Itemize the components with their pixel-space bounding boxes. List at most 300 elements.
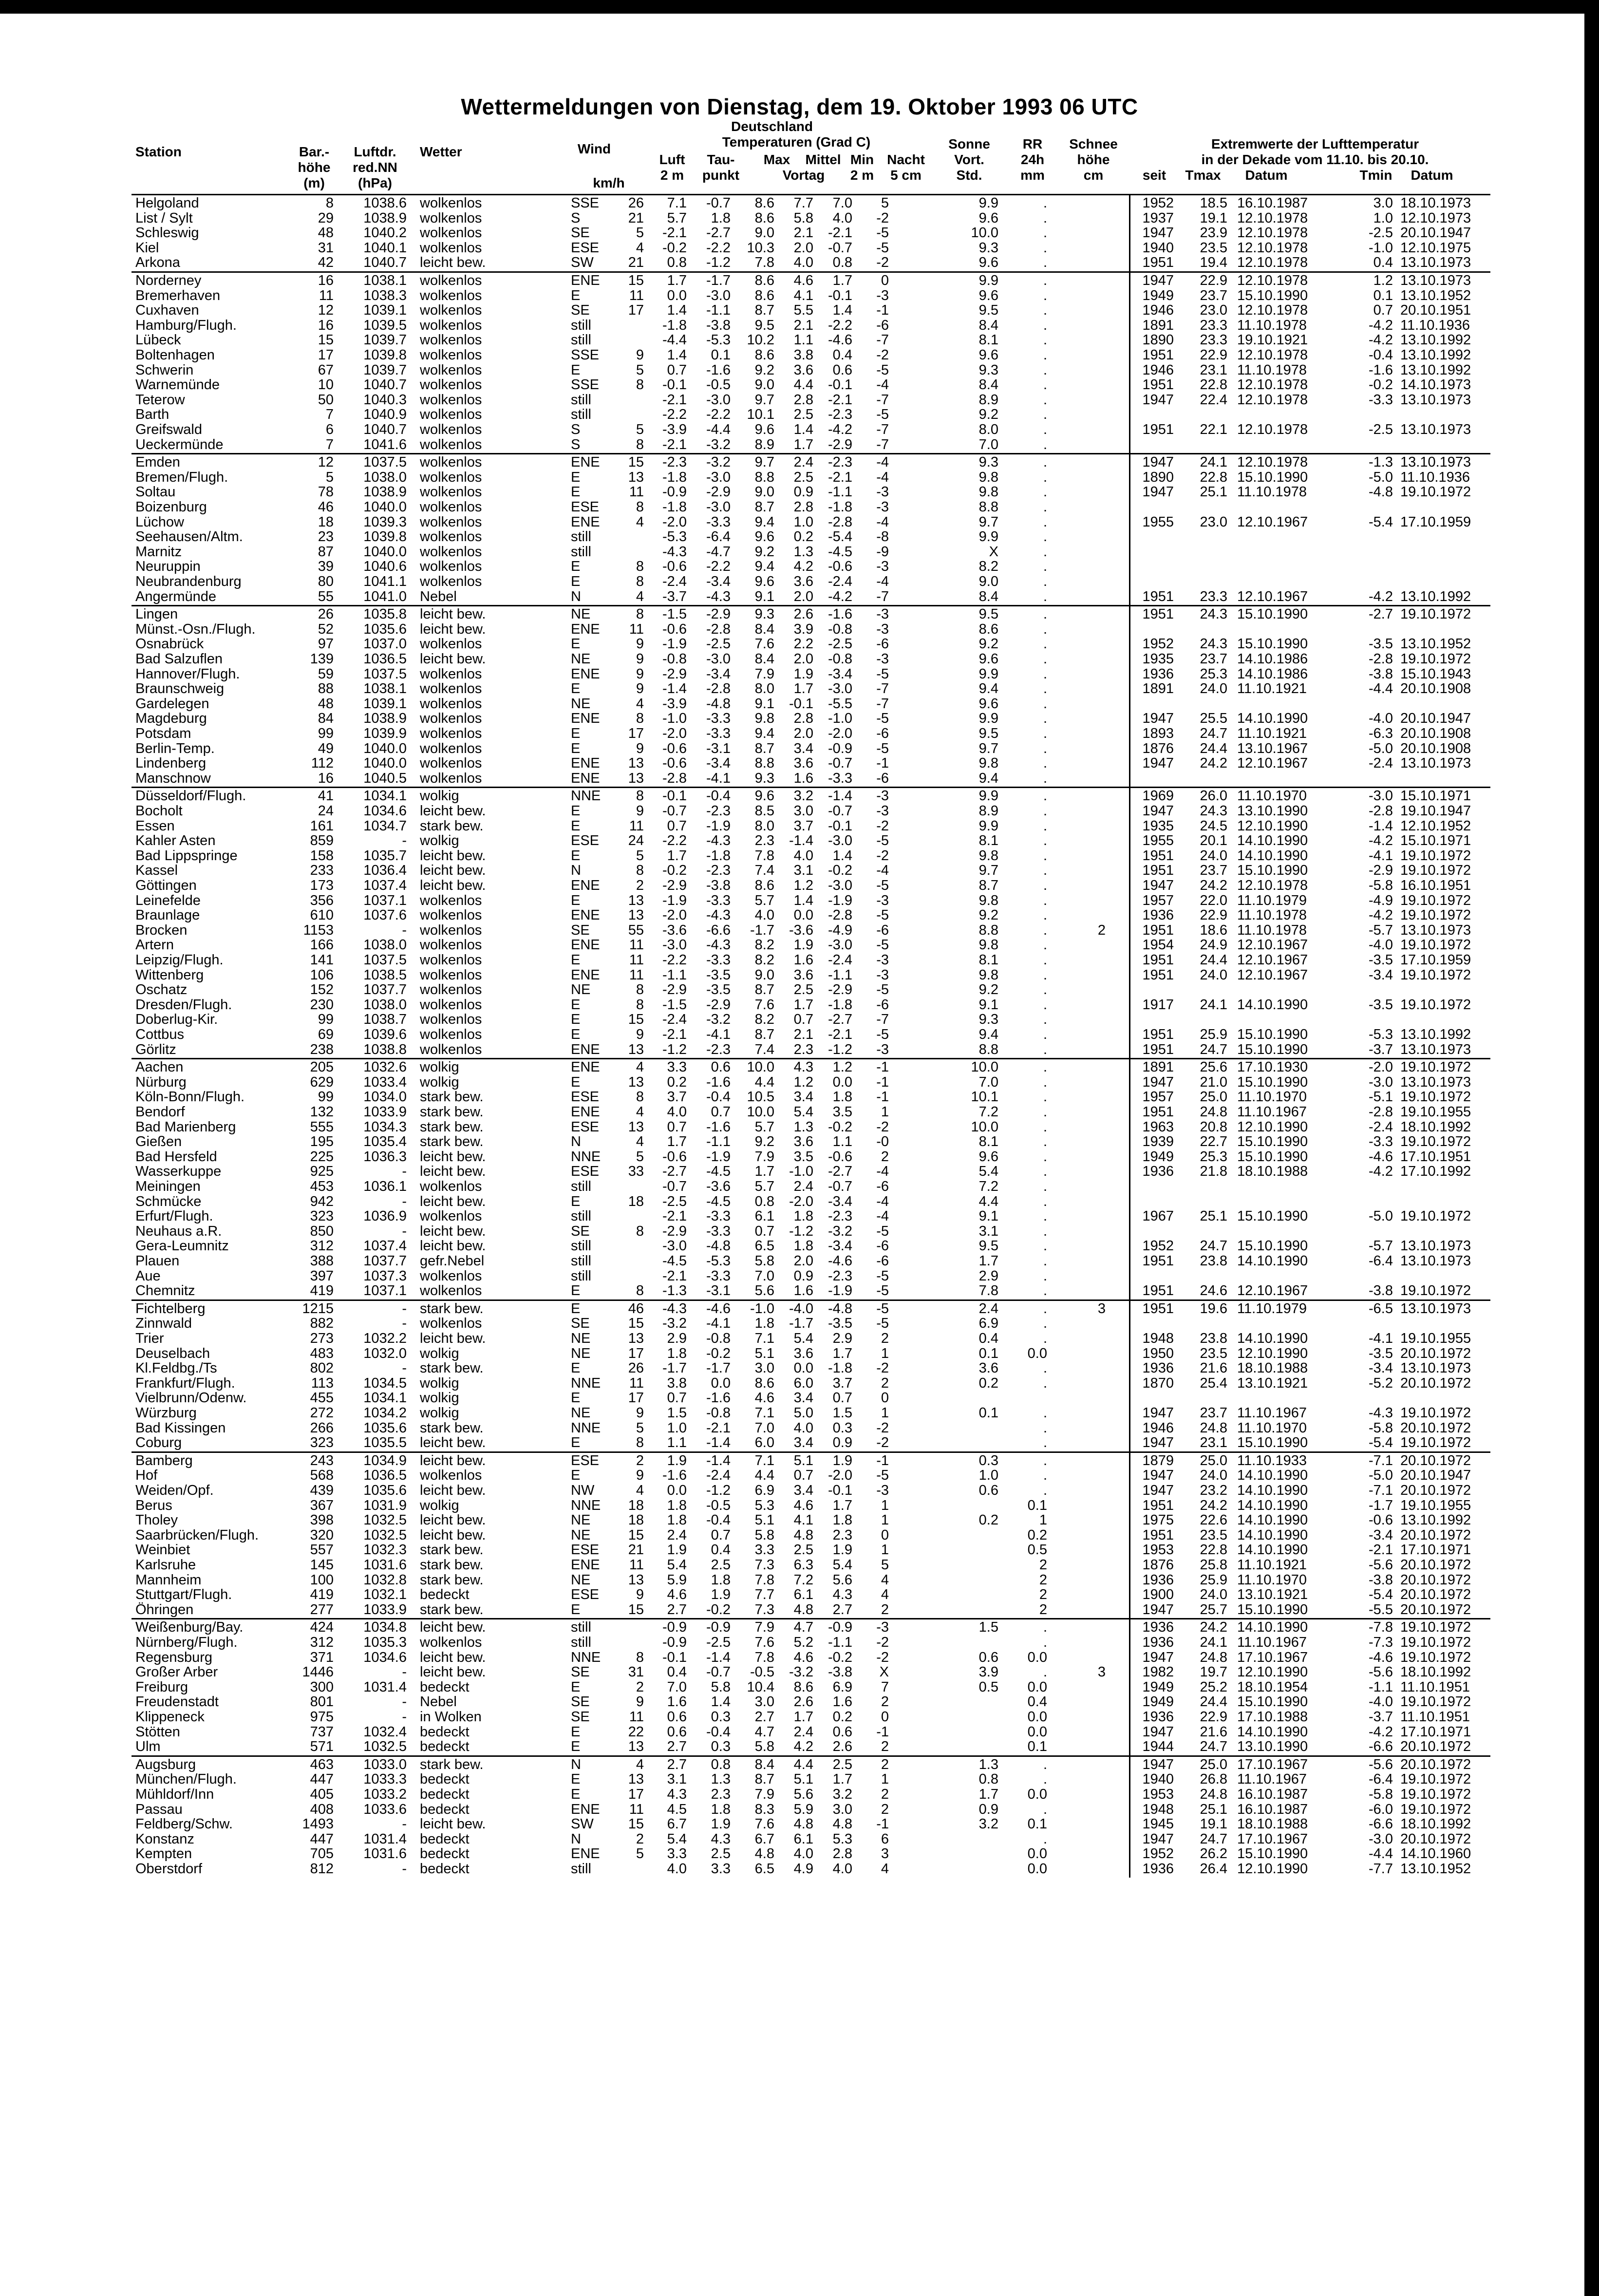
- cell-min: 1.8: [832, 1089, 852, 1105]
- cell-station: Bad Hersfeld: [135, 1148, 217, 1165]
- cell-mittel: -1.7: [789, 1316, 813, 1332]
- cell-datum-max: 11.10.1978: [1237, 362, 1307, 378]
- cell-datum-min: 19.10.1972: [1400, 1619, 1471, 1636]
- cell-wetter: wolkenlos: [420, 436, 482, 452]
- cell-mittel: 1.7: [793, 997, 813, 1013]
- cell-barhoehe: 243: [310, 1452, 334, 1468]
- cell-datum-min: 20.10.1972: [1400, 1831, 1471, 1847]
- cell-nacht: -2: [876, 847, 889, 864]
- cell-luft: -0.7: [662, 1179, 687, 1194]
- cell-datum-min: 19.10.1972: [1400, 1694, 1471, 1710]
- cell-max: 8.7: [754, 982, 774, 998]
- cell-min: -3.0: [828, 878, 852, 893]
- cell-seit: 1947: [1142, 803, 1174, 819]
- cell-luft: -1.8: [662, 469, 687, 485]
- cell-luftdruck: 1040.0: [363, 755, 407, 772]
- cell-luft: -0.1: [662, 377, 687, 393]
- cell-rr: .: [1043, 317, 1047, 333]
- cell-seit: 1949: [1142, 1679, 1174, 1695]
- cell-luft: 7.0: [667, 1679, 687, 1695]
- cell-seit: 1948: [1142, 1801, 1174, 1817]
- cell-luftdruck: 1040.7: [363, 255, 407, 271]
- cell-datum-max: 12.10.1967: [1237, 952, 1308, 968]
- cell-wind-speed: 8: [636, 559, 644, 575]
- cell-datum-max: 11.10.1921: [1237, 1557, 1307, 1573]
- cell-sonne: 9.3: [978, 362, 998, 378]
- cell-wind-speed: 2: [636, 878, 644, 893]
- cell-wetter: wolkenlos: [420, 302, 482, 319]
- cell-datum-max: 11.10.1978: [1237, 907, 1307, 923]
- cell-luft: 0.0: [667, 1483, 687, 1498]
- cell-luftdruck: 1039.6: [363, 1027, 407, 1042]
- cell-wind-dir: E: [571, 726, 581, 741]
- cell-barhoehe: 59: [318, 666, 334, 682]
- cell-barhoehe: 152: [310, 982, 334, 998]
- cell-luft: -0.1: [662, 788, 687, 804]
- cell-wind-dir: E: [571, 574, 581, 589]
- cell-rr: .: [1043, 922, 1047, 938]
- cell-min: 2.8: [832, 1846, 852, 1862]
- cell-wind-dir: E: [571, 997, 581, 1013]
- cell-rr: .: [1043, 1316, 1047, 1332]
- cell-mittel: 4.8: [793, 1601, 813, 1618]
- cell-seit: 1951: [1142, 922, 1174, 938]
- cell-datum-max: 11.10.1921: [1237, 681, 1307, 697]
- cell-sonne: 8.7: [978, 878, 998, 893]
- cell-min: 3.7: [832, 1375, 852, 1391]
- cell-nacht: 1: [881, 1345, 889, 1361]
- cell-tmin: -5.3: [1369, 1027, 1393, 1042]
- cell-sonne: 9.6: [978, 651, 998, 667]
- cell-mittel: 4.2: [793, 559, 813, 575]
- cell-wind-dir: E: [571, 1300, 581, 1317]
- cell-sonne: 9.5: [978, 1238, 998, 1254]
- cell-sonne: 8.6: [978, 621, 998, 637]
- cell-mittel: 8.6: [793, 1679, 813, 1695]
- cell-barhoehe: 80: [318, 574, 334, 589]
- cell-seit: 1947: [1142, 1831, 1174, 1847]
- cell-wind-speed: 4: [636, 240, 644, 256]
- cell-mittel: 0.7: [793, 1468, 813, 1484]
- cell-wind-dir: still: [571, 1635, 591, 1650]
- cell-wind-dir: still: [571, 332, 591, 348]
- cell-nacht: -5: [876, 407, 889, 423]
- cell-station: Lindenberg: [135, 755, 207, 772]
- cell-taupunkt: -4.4: [706, 422, 731, 437]
- cell-max: 8.6: [754, 347, 774, 363]
- cell-nacht: 5: [881, 1557, 889, 1573]
- cell-wind-speed: 9: [636, 681, 644, 697]
- cell-luft: -2.8: [662, 770, 687, 786]
- cell-sonne: 7.0: [978, 1074, 998, 1090]
- cell-nacht: 1: [881, 1771, 889, 1788]
- cell-wind-speed: 9: [636, 1694, 644, 1710]
- cell-taupunkt: -0.7: [706, 1664, 731, 1680]
- cell-mittel: 5.0: [793, 1405, 813, 1421]
- cell-datum-max: 14.10.1990: [1237, 1619, 1308, 1636]
- cell-mittel: 6.3: [793, 1557, 813, 1573]
- cell-taupunkt: -3.0: [706, 651, 731, 667]
- cell-nacht: 7: [881, 1679, 889, 1695]
- cell-station: Warnemünde: [135, 377, 220, 393]
- cell-datum-max: 11.10.1967: [1237, 1635, 1307, 1650]
- cell-wetter: wolkig: [420, 1074, 459, 1090]
- cell-luft: 4.3: [667, 1787, 687, 1802]
- cell-taupunkt: 0.4: [711, 1542, 731, 1558]
- cell-tmax: 25.2: [1200, 1679, 1227, 1695]
- cell-station: Zinnwald: [135, 1316, 192, 1332]
- cell-barhoehe: 737: [310, 1724, 334, 1740]
- cell-mittel: 1.1: [793, 332, 813, 348]
- cell-rr: .: [1043, 195, 1047, 211]
- cell-station: Vielbrunn/Odenw.: [135, 1390, 247, 1406]
- cell-mittel: -2.0: [789, 1193, 813, 1209]
- cell-max: 7.4: [754, 863, 774, 879]
- cell-min: 1.6: [832, 1694, 852, 1710]
- cell-seit: 1936: [1142, 1861, 1174, 1877]
- cell-wetter: leicht bew.: [420, 606, 486, 622]
- cell-tmin: -5.8: [1369, 878, 1393, 893]
- cell-rr: 0.2: [1027, 1527, 1047, 1543]
- cell-station: Bremen/Flugh.: [135, 469, 228, 485]
- cell-barhoehe: 975: [310, 1709, 334, 1725]
- cell-taupunkt: -1.6: [706, 362, 731, 378]
- cell-rr: .: [1043, 1375, 1047, 1391]
- cell-mittel: 0.0: [793, 1360, 813, 1376]
- cell-min: 5.3: [832, 1831, 852, 1847]
- cell-seit: 1951: [1142, 847, 1174, 864]
- cell-wetter: wolkenlos: [420, 1208, 482, 1224]
- cell-max: 9.0: [754, 377, 774, 393]
- cell-max: 10.1: [747, 407, 774, 423]
- cell-max: 5.8: [754, 1527, 774, 1543]
- cell-luftdruck: 1032.1: [363, 1587, 407, 1603]
- cell-luft: -0.7: [662, 803, 687, 819]
- cell-max: 8.7: [754, 499, 774, 515]
- cell-station: Stuttgart/Flugh.: [135, 1587, 232, 1603]
- cell-tmax: 23.3: [1200, 588, 1227, 604]
- cell-rr: 0.0: [1027, 1649, 1047, 1665]
- cell-nacht: -3: [876, 287, 889, 303]
- cell-tmax: 24.8: [1200, 1420, 1227, 1436]
- cell-station: Düsseldorf/Flugh.: [135, 788, 246, 804]
- cell-tmin: -5.4: [1369, 1587, 1393, 1603]
- cell-sonne: 9.2: [978, 907, 998, 923]
- cell-seit: 1951: [1142, 1104, 1174, 1120]
- cell-wetter: wolkenlos: [420, 1635, 482, 1650]
- cell-mittel: 5.4: [793, 1104, 813, 1120]
- cell-wetter: leicht bew.: [420, 1452, 486, 1468]
- cell-tmax: 23.5: [1200, 1345, 1227, 1361]
- cell-wind-dir: still: [571, 1253, 591, 1269]
- header-rr-2: 24h: [1020, 152, 1045, 167]
- cell-station: Bad Salzuflen: [135, 651, 223, 667]
- cell-max: 8.3: [754, 1801, 774, 1817]
- cell-luftdruck: 1034.5: [363, 1375, 407, 1391]
- cell-rr: .: [1043, 1360, 1047, 1376]
- cell-datum-max: 13.10.1921: [1237, 1375, 1308, 1391]
- cell-luft: -3.0: [662, 1238, 687, 1254]
- cell-wetter: wolkenlos: [420, 240, 482, 256]
- cell-mittel: 1.8: [793, 1208, 813, 1224]
- cell-wind-dir: NE: [571, 1527, 591, 1543]
- cell-seit: 1951: [1142, 1041, 1174, 1057]
- cell-tmin: -4.8: [1369, 484, 1393, 500]
- cell-datum-max: 11.10.1970: [1237, 1420, 1307, 1436]
- cell-luft: 0.7: [667, 818, 687, 834]
- cell-luftdruck: 1037.0: [363, 636, 407, 652]
- cell-mittel: 3.9: [793, 621, 813, 637]
- cell-max: 2.7: [754, 1709, 774, 1725]
- cell-tmax: 24.0: [1200, 847, 1227, 864]
- cell-station: Soltau: [135, 484, 176, 500]
- cell-station: List / Sylt: [135, 210, 193, 226]
- cell-seit: 1947: [1142, 1405, 1174, 1421]
- cell-tmin: -7.3: [1369, 1635, 1393, 1650]
- cell-min: 1.7: [832, 1345, 852, 1361]
- cell-wind-speed: 8: [636, 1649, 644, 1665]
- cell-datum-min: 13.10.1973: [1400, 1253, 1471, 1269]
- cell-datum-min: 13.10.1992: [1400, 362, 1471, 378]
- cell-mittel: 1.8: [793, 1238, 813, 1254]
- header-extrem-1: Extremwerte der Lufttemperatur: [1211, 136, 1419, 151]
- cell-rr: .: [1043, 1012, 1047, 1028]
- cell-seit: 1936: [1142, 1360, 1174, 1376]
- cell-wetter: wolkenlos: [420, 210, 482, 226]
- header-schnee-1: Schnee: [1069, 136, 1118, 151]
- cell-wetter: wolkenlos: [420, 559, 482, 575]
- cell-max: 10.3: [747, 240, 774, 256]
- header-luftdruck-2: red.NN: [353, 160, 397, 175]
- cell-nacht: -2: [876, 1649, 889, 1665]
- cell-min: 2.3: [832, 1527, 852, 1543]
- cell-sonne: 10.0: [971, 1119, 998, 1135]
- cell-mittel: 4.0: [793, 847, 813, 864]
- cell-station: Nürnberg/Flugh.: [135, 1635, 238, 1650]
- header-nacht-2: 5 cm: [890, 168, 922, 183]
- cell-luft: 0.6: [667, 1709, 687, 1725]
- cell-tmin: 1.2: [1373, 273, 1393, 288]
- cell-luft: -2.9: [662, 666, 687, 682]
- cell-nacht: -5: [876, 666, 889, 682]
- cell-barhoehe: 1493: [302, 1816, 334, 1832]
- cell-taupunkt: -4.7: [706, 544, 731, 560]
- cell-min: 1.5: [832, 1405, 852, 1421]
- cell-tmax: 22.9: [1200, 347, 1227, 363]
- cell-taupunkt: -1.1: [706, 1134, 731, 1150]
- cell-station: Freudenstadt: [135, 1694, 219, 1710]
- cell-min: -1.1: [828, 484, 852, 500]
- cell-tmax: 19.4: [1200, 255, 1227, 271]
- cell-datum-min: 19.10.1972: [1400, 1089, 1471, 1105]
- cell-wind-dir: N: [571, 588, 581, 604]
- cell-max: 7.9: [754, 1148, 774, 1165]
- cell-taupunkt: -0.8: [706, 1405, 731, 1421]
- cell-wetter: in Wolken: [420, 1709, 482, 1725]
- cell-luftdruck: 1040.0: [363, 544, 407, 560]
- cell-seit: 1891: [1142, 1059, 1174, 1075]
- cell-mittel: 5.9: [793, 1801, 813, 1817]
- cell-rr: 0.0: [1027, 1679, 1047, 1695]
- cell-tmin: -3.3: [1369, 392, 1393, 408]
- cell-datum-max: 16.10.1987: [1237, 1801, 1308, 1817]
- cell-wetter: leicht bew.: [420, 1527, 486, 1543]
- cell-luftdruck: 1032.8: [363, 1572, 407, 1588]
- cell-station: Braunlage: [135, 907, 200, 923]
- cell-rr: .: [1043, 1223, 1047, 1239]
- cell-wind-dir: ENE: [571, 967, 600, 983]
- cell-max: 5.6: [754, 1283, 774, 1299]
- cell-max: 8.4: [754, 1756, 774, 1772]
- cell-luftdruck: 1036.3: [363, 1148, 407, 1165]
- cell-barhoehe: 610: [310, 907, 334, 923]
- cell-taupunkt: -2.9: [706, 606, 731, 622]
- cell-max: -1.0: [750, 1300, 774, 1317]
- cell-wetter: stark bew.: [420, 1557, 484, 1573]
- cell-barhoehe: 145: [310, 1557, 334, 1573]
- cell-mittel: 2.0: [793, 726, 813, 741]
- cell-datum-max: 12.10.1978: [1237, 392, 1308, 408]
- cell-datum-min: 19.10.1972: [1400, 847, 1471, 864]
- cell-datum-max: 12.10.1978: [1237, 377, 1308, 393]
- cell-rr: 0.1: [1027, 1739, 1047, 1755]
- cell-luft: 1.5: [667, 1405, 687, 1421]
- cell-tmin: 0.7: [1373, 302, 1393, 319]
- cell-min: -1.9: [828, 892, 852, 908]
- cell-tmin: -3.0: [1369, 788, 1393, 804]
- cell-seit: 1900: [1142, 1587, 1174, 1603]
- cell-wind-dir: ESE: [571, 499, 600, 515]
- header-luft-2: 2 m: [660, 168, 684, 183]
- cell-nacht: 0: [881, 1527, 889, 1543]
- cell-max: 10.0: [747, 1104, 774, 1120]
- cell-barhoehe: 453: [310, 1179, 334, 1194]
- cell-mittel: 7.7: [793, 195, 813, 211]
- cell-station: Leipzig/Flugh.: [135, 952, 224, 968]
- cell-max: 2.3: [754, 833, 774, 849]
- cell-tmin: -5.8: [1369, 1787, 1393, 1802]
- cell-datum-max: 12.10.1978: [1237, 302, 1308, 319]
- cell-nacht: X: [879, 1664, 889, 1680]
- cell-luft: -2.2: [662, 833, 687, 849]
- cell-luft: -2.1: [662, 225, 687, 241]
- cell-station: Gera-Leumnitz: [135, 1238, 229, 1254]
- cell-barhoehe: 568: [310, 1468, 334, 1484]
- cell-rr: .: [1043, 651, 1047, 667]
- cell-taupunkt: -2.7: [706, 225, 731, 241]
- cell-wind-dir: ESE: [571, 240, 600, 256]
- cell-min: -2.1: [828, 1027, 852, 1042]
- header-tau-1: Tau-: [707, 152, 735, 167]
- cell-nacht: -2: [876, 1420, 889, 1436]
- cell-datum-min: 13.10.1992: [1400, 588, 1471, 604]
- cell-wind-dir: SSE: [571, 377, 600, 393]
- cell-tmin: -5.4: [1369, 514, 1393, 530]
- cell-luftdruck: 1037.1: [363, 1283, 407, 1299]
- cell-luftdruck: 1038.0: [363, 469, 407, 485]
- cell-taupunkt: -2.3: [706, 863, 731, 879]
- cell-wind-dir: still: [571, 1208, 591, 1224]
- cell-datum-min: 13.10.1973: [1400, 273, 1471, 288]
- cell-tmin: -6.6: [1369, 1816, 1393, 1832]
- cell-datum-min: 12.10.1952: [1400, 818, 1471, 834]
- cell-seit: 1952: [1142, 1846, 1174, 1862]
- cell-min: -2.8: [828, 514, 852, 530]
- cell-sonne: 1.7: [978, 1253, 998, 1269]
- cell-tmin: -1.6: [1369, 362, 1393, 378]
- cell-sonne: 7.2: [978, 1104, 998, 1120]
- cell-wetter: wolkenlos: [420, 982, 482, 998]
- cell-station: Marnitz: [135, 544, 182, 560]
- cell-datum-max: 15.10.1990: [1237, 1435, 1308, 1451]
- cell-sonne: 1.7: [978, 1787, 998, 1802]
- cell-wind-speed: 11: [629, 937, 644, 953]
- cell-datum-max: 17.10.1967: [1237, 1756, 1308, 1772]
- cell-wetter: stark bew.: [420, 1300, 484, 1317]
- cell-tmax: 25.3: [1200, 666, 1227, 682]
- cell-datum-max: 15.10.1990: [1237, 1027, 1308, 1042]
- cell-datum-max: 12.10.1978: [1237, 347, 1308, 363]
- cell-datum-min: 17.10.1951: [1400, 1148, 1471, 1165]
- cell-datum-min: 12.10.1973: [1400, 210, 1471, 226]
- cell-mittel: 6.1: [793, 1831, 813, 1847]
- cell-wind-dir: ENE: [571, 666, 600, 682]
- cell-tmin: -1.0: [1369, 240, 1393, 256]
- cell-wetter: stark bew.: [420, 1119, 484, 1135]
- cell-nacht: -1: [876, 1452, 889, 1468]
- cell-nacht: -5: [876, 878, 889, 893]
- cell-nacht: -4: [876, 469, 889, 485]
- cell-luft: 3.1: [667, 1771, 687, 1788]
- cell-barhoehe: 52: [318, 621, 334, 637]
- cell-rr: .: [1043, 436, 1047, 452]
- cell-datum-max: 15.10.1990: [1237, 287, 1308, 303]
- cell-wind-dir: still: [571, 529, 591, 545]
- cell-sonne: 9.8: [978, 755, 998, 772]
- cell-taupunkt: 1.4: [711, 1694, 731, 1710]
- cell-rr: .: [1043, 878, 1047, 893]
- cell-wind-dir: S: [571, 210, 581, 226]
- cell-taupunkt: -3.3: [706, 711, 731, 727]
- cell-wind-speed: 13: [628, 469, 644, 485]
- cell-datum-min: 20.10.1972: [1400, 1557, 1471, 1573]
- cell-tmax: 23.8: [1200, 1331, 1227, 1346]
- cell-barhoehe: 230: [310, 997, 334, 1013]
- cell-nacht: -2: [876, 1435, 889, 1451]
- cell-datum-min: 19.10.1972: [1400, 967, 1471, 983]
- cell-sonne: 10.0: [971, 1059, 998, 1075]
- cell-taupunkt: -4.1: [706, 1027, 731, 1042]
- cell-mittel: -3.2: [789, 1664, 813, 1680]
- cell-max: 9.0: [754, 967, 774, 983]
- cell-tmin: -2.0: [1369, 1059, 1393, 1075]
- cell-station: Coburg: [135, 1435, 182, 1451]
- header-datum-min: Datum: [1411, 168, 1453, 183]
- cell-nacht: -7: [876, 1012, 889, 1028]
- cell-seit: 1951: [1142, 1527, 1174, 1543]
- cell-tmax: 24.2: [1200, 1619, 1227, 1636]
- cell-wetter: bedeckt: [420, 1801, 470, 1817]
- cell-wetter: leicht bew.: [420, 847, 486, 864]
- cell-wind-dir: ENE: [571, 454, 600, 470]
- cell-sonne: 1.3: [978, 1756, 998, 1772]
- cell-wetter: stark bew.: [420, 1420, 484, 1436]
- cell-seit: 1954: [1142, 937, 1174, 953]
- cell-wetter: wolkenlos: [420, 347, 482, 363]
- cell-wetter: leicht bew.: [420, 1148, 486, 1165]
- cell-wetter: bedeckt: [420, 1831, 470, 1847]
- cell-wind-dir: SE: [571, 1664, 590, 1680]
